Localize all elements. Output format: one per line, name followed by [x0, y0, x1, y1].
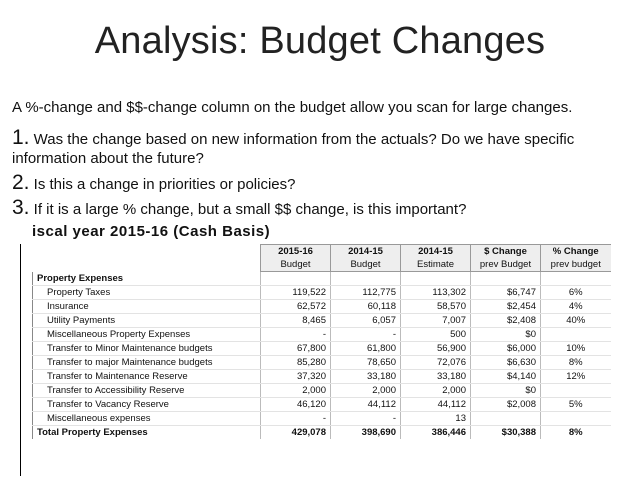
- header-cell: $ Change: [471, 245, 541, 259]
- table-cell: $0: [471, 384, 541, 398]
- table-row: [33, 342, 611, 356]
- header-cell: 2014-15: [401, 245, 471, 259]
- section-row: [33, 272, 611, 286]
- total-cell: 398,690: [331, 426, 401, 440]
- table-cell: 2,000: [331, 384, 401, 398]
- question-text: If it is a large % change, but a small $$ change, is this important?: [29, 201, 467, 218]
- table-row: [33, 314, 611, 328]
- header-cell: Budget: [261, 258, 331, 272]
- table-cell: $6,630: [471, 356, 541, 370]
- table-cell: 33,180: [331, 370, 401, 384]
- table-cell: 67,800: [261, 342, 331, 356]
- question-text: Is this a change in priorities or policies?: [29, 176, 296, 193]
- table-cell: 12%: [541, 370, 611, 384]
- header-row-top: [33, 245, 611, 259]
- table-cell: 60,118: [331, 300, 401, 314]
- total-label: Total Property Expenses: [33, 426, 261, 440]
- table-cell: 119,522: [261, 286, 331, 300]
- table-cell: 8%: [541, 356, 611, 370]
- table-row: [33, 286, 611, 300]
- table-cell: $2,454: [471, 300, 541, 314]
- table-cell: [541, 328, 611, 342]
- row-label: Insurance: [33, 300, 261, 314]
- header-blank: [33, 245, 261, 259]
- table-cell: -: [261, 412, 331, 426]
- table-row: [33, 328, 611, 342]
- table-cell: 500: [401, 328, 471, 342]
- table-cell: 5%: [541, 398, 611, 412]
- table-cell: 37,320: [261, 370, 331, 384]
- table-cell: -: [331, 328, 401, 342]
- row-label: Transfer to Accessibility Reserve: [33, 384, 261, 398]
- table-cell: $2,008: [471, 398, 541, 412]
- row-label: Transfer to Maintenance Reserve: [33, 370, 261, 384]
- table-cell: [471, 412, 541, 426]
- question-number: 1.: [12, 126, 30, 149]
- row-label: Miscellaneous expenses: [33, 412, 261, 426]
- table-cell: 44,112: [331, 398, 401, 412]
- table-cell: 2,000: [401, 384, 471, 398]
- table-row: [33, 412, 611, 426]
- table-row: [33, 398, 611, 412]
- header-cell: prev Budget: [471, 258, 541, 272]
- total-cell: $30,388: [471, 426, 541, 440]
- table-cell: $2,408: [471, 314, 541, 328]
- table-cell: 44,112: [401, 398, 471, 412]
- table-cell: 46,120: [261, 398, 331, 412]
- header-cell: Estimate: [401, 258, 471, 272]
- table-cell: 56,900: [401, 342, 471, 356]
- table-cell: $0: [471, 328, 541, 342]
- table-cell: 6%: [541, 286, 611, 300]
- header-cell: % Change: [541, 245, 611, 259]
- header-cell: Budget: [331, 258, 401, 272]
- header-row-bottom: [33, 258, 611, 272]
- table-cell: 10%: [541, 342, 611, 356]
- sheet-heading-text: iscal year 2015-16 (Cash Basis): [32, 223, 271, 240]
- question-number: 3.: [12, 196, 30, 219]
- total-cell: 386,446: [401, 426, 471, 440]
- table-cell: 13: [401, 412, 471, 426]
- table-cell: 112,775: [331, 286, 401, 300]
- table-row: [33, 384, 611, 398]
- question-text: Was the change based on new information from the actuals? Do we have specific information about the future?: [12, 131, 575, 167]
- table-cell: -: [331, 412, 401, 426]
- table-cell: $6,000: [471, 342, 541, 356]
- table-cell: 40%: [541, 314, 611, 328]
- intro-text: A %-change and $$-change column on the budget allow you scan for large changes.: [12, 99, 573, 116]
- table-cell: [541, 412, 611, 426]
- sheet-left-border: [20, 244, 21, 476]
- table-row: [33, 300, 611, 314]
- table-cell: [541, 384, 611, 398]
- header-blank: [33, 258, 261, 272]
- budget-spreadsheet: [32, 244, 610, 439]
- table-cell: 4%: [541, 300, 611, 314]
- question-3: [12, 198, 466, 219]
- question-2: [12, 173, 295, 194]
- header-cell: prev budget: [541, 258, 611, 272]
- slide-title: Analysis: Budget Changes: [94, 20, 546, 62]
- total-cell: 8%: [541, 426, 611, 440]
- section-label: Property Expenses: [33, 272, 261, 286]
- row-label: Property Taxes: [33, 286, 261, 300]
- table-cell: 6,057: [331, 314, 401, 328]
- row-label: Transfer to Vacancy Reserve: [33, 398, 261, 412]
- sheet-heading-cropped: [20, 223, 271, 243]
- table-cell: 2,000: [261, 384, 331, 398]
- table-cell: 58,570: [401, 300, 471, 314]
- budget-table: [32, 244, 611, 439]
- table-cell: 85,280: [261, 356, 331, 370]
- table-row: [33, 356, 611, 370]
- row-label: Transfer to Minor Maintenance budgets: [33, 342, 261, 356]
- table-cell: 8,465: [261, 314, 331, 328]
- table-cell: 33,180: [401, 370, 471, 384]
- table-cell: 7,007: [401, 314, 471, 328]
- table-cell: 62,572: [261, 300, 331, 314]
- question-number: 2.: [12, 171, 30, 194]
- header-cell: 2014-15: [331, 245, 401, 259]
- total-cell: 429,078: [261, 426, 331, 440]
- header-cell: 2015-16: [261, 245, 331, 259]
- row-label: Transfer to major Maintenance budgets: [33, 356, 261, 370]
- row-label: Utility Payments: [33, 314, 261, 328]
- row-label: Miscellaneous Property Expenses: [33, 328, 261, 342]
- table-cell: 61,800: [331, 342, 401, 356]
- table-cell: 72,076: [401, 356, 471, 370]
- total-row: [33, 426, 611, 440]
- table-cell: $4,140: [471, 370, 541, 384]
- table-cell: 113,302: [401, 286, 471, 300]
- table-row: [33, 370, 611, 384]
- table-cell: $6,747: [471, 286, 541, 300]
- table-cell: 78,650: [331, 356, 401, 370]
- question-1: [12, 128, 632, 168]
- table-cell: -: [261, 328, 331, 342]
